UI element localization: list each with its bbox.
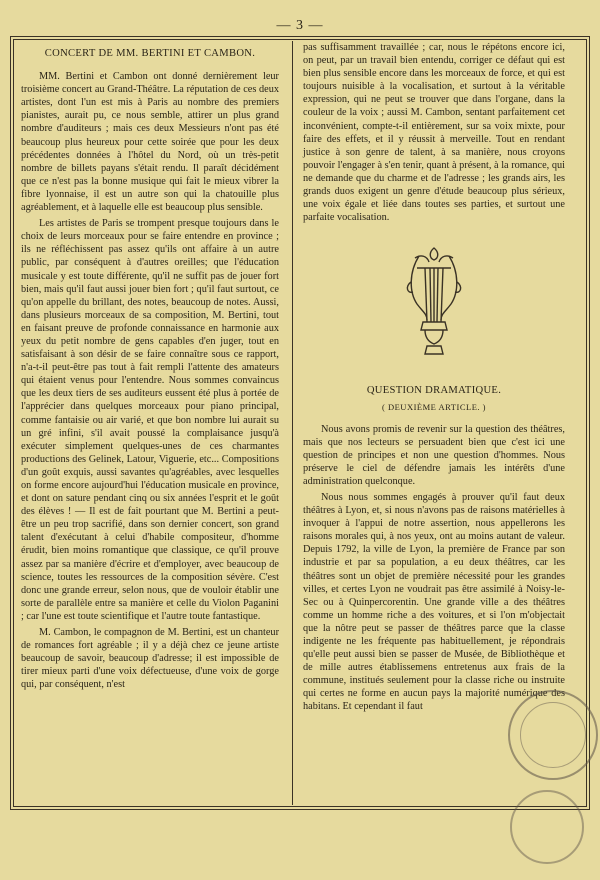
question-heading: QUESTION DRAMATIQUE. [366, 385, 502, 397]
page-number: — 3 — [276, 18, 324, 33]
concert-continuation: pas suffisamment travaillée ; car, nous le répétons encore ici, on peut, par un travail bien entendu, corriger ce défaut qui est bien plus sensible encore dans les morceaux de force, et qui est toujours nuisible à la vocalisation, et surtout à la véritable expression, qui ne peut se trouver que dans l'organe, dans la couleur de la voix ; aussi M. Cambon, sentant parfaitement cet inconvénient, compte-t-il entièrement, sur sa voix mixte, pour faire des effets, et il y réussit à merveille. Tout en rendant justice à son genre de talent, à sa manière, nous croyons pouvoir l'engager à s'en tenir, quant à présent, à la romance, qui ne demande que du charme et de l'adresse ; les grands airs, les grands duos exigent un genre d'étude beaucoup plus sérieux, une voix égale et liée dans toutes ses parties, et surtout une parfaite vocalisation. [303, 42, 565, 224]
left-column [21, 47, 279, 695]
question-subtitle: ( DEUXIÈME ARTICLE. ) [382, 402, 486, 413]
library-stamp [508, 690, 598, 780]
question-paragraph-2: Nous nous sommes engagés à prouver qu'il faut deux théâtres à Lyon, et, si nous n'avons pas de raisons matérielles à invoquer à l'appui de notre assertion, nous appellerons les raisons morales qui, à nos yeux, ont au moins autant de valeur. Depuis 1792, la ville de Lyon, la première de France par son industrie et par sa population, a eu deux théâtres, car les théâtres sont un objet de première nécessité pour les grandes villes, et certes Lyon ne voudrait pas être assimilé à Noisy-le-Sec ou à Quinpercorentin. Une grande ville a des théâtres comme un homme riche a des voitures, et si l'on m'objectait que la nôtre peut se passer de théâtres parce que la classe indigente ne les fréquente pas habituellement, je répondrais qu'elle peut aussi bien se passer de Musée, de Bibliothèque et de mille autres établissemens entretenus aux frais de la commune, institués seulement pour la classe riche ou instruite qui certes ne forme en aucun pays la majorité numérique des habitans. Et cependant il faut [303, 491, 565, 713]
lyre-icon [399, 242, 469, 360]
right-column [303, 41, 565, 717]
page-frame [10, 36, 590, 810]
library-stamp-lower [510, 790, 584, 864]
concert-paragraph-3: M. Cambon, le compagnon de M. Bertini, est un chanteur de romances fort agréable ; il y a déjà chez ce jeune artiste beaucoup de savoir, beaucoup d'adresse; il est impossible de tirer mieux parti d'une voix défectueuse, d'une voix de gorge qui, par conséquent, n'est [21, 627, 279, 691]
concert-heading: CONCERT DE MM. BERTINI ET CAMBON. [44, 48, 256, 59]
concert-paragraph-2: Les artistes de Paris se trompent presque toujours dans le choix de leurs morceaux pour se faire entendre en province ; ils ne réfléchissent pas assez qu'ils ont affaire à un autre public, par conséquent à d'autres oreilles; que l'éducation musicale y est toute différente, qu'il ne suffit pas de jouer fort bien, mais qu'il faut aussi jouer bien fort ; qu'il faut surtout, ce qu'on appelle du brillant, des notes, beaucoup de notes. Aussi, dans plusieurs morceaux de sa composition, M. Bertini, tout en faisant preuve de profonde connaissance en harmonie aux yeux du petit nombre de gens capables d'en juger, tout en satisfaisant à son désir de se faire connaître sous ce rapport, n'a-t-il peut-être pas tout à fait rempli l'attente des amateurs qui étaient venus pour l'entendre. Nous sommes convaincus que les deux tiers de ses auditeurs eussent été plus à portée de l'apprécier dans quelques morceaux pour piano principal, comme fantaisie ou air varié, et que bon nombre lui aurait su un gré infini, s'il avait poussé la complaisance jusqu'à exécuter simplement quelques-unes de ces charmantes productions des Gelinek, Latour, Viguerie, etc... Compositions d'un goût exquis, aussi savantes qu'agréables, avec lesquelles on forme encore aujourd'hui l'éducation musicale en province, et dont on sature pendant cinq ou six années l'esprit et le goût des élèves ! — Il est de fait pourtant que M. Bertini a peut-être un peu trop sacrifié, dans son dernier concert, son grand talent d'exécutant à celui d'habile compositeur, d'homme érudit, bien moins romantique que classique, ce qu'il prouve assez par sa manière d'écrire et d'employer, avec beaucoup de science, toutes les ressources de la composition sévère. C'est donc une grande erreur, selon nous, que de vouloir établir une sorte de parallèle entre sa manière et celle du Violon Paganini ; car l'une est toute scientifique et l'autre toute fantastique. [21, 218, 279, 622]
question-paragraph-1: Nous avons promis de revenir sur la question des théâtres, mais que nos lecteurs se persuadent bien que c'est ici une question de principes et non une question d'hommes. Nous préserve le ciel de défendre jamais les intérêts d'une administration quelconque. [303, 423, 565, 487]
concert-paragraph-1: MM. Bertini et Cambon ont donné dernièrement leur troisième concert au Grand-Théâtre. La réputation de ces deux artistes, dont l'un est mis à Paris au nombre des premiers pianistes, aurait pu, ce nous semble, attirer un plus grand nombre d'auditeurs ; mais ces deux Messieurs n'ont pas été beaucoup plus heureux pour cette soirée que pour les deux précédentes données à l'hôtel du Nord, où un très-petit nombre de billets payans s'était rendu. Il paraît décidément que ce n'est pas la bonne musique qui fait le mieux vibrer la fibre lyonnaise, il est un autre son qui la chatouille plus agréablement, et à laquelle elle est beaucoup plus sensible. [21, 71, 279, 214]
lyre-ornament [303, 242, 565, 360]
column-divider [292, 41, 293, 805]
